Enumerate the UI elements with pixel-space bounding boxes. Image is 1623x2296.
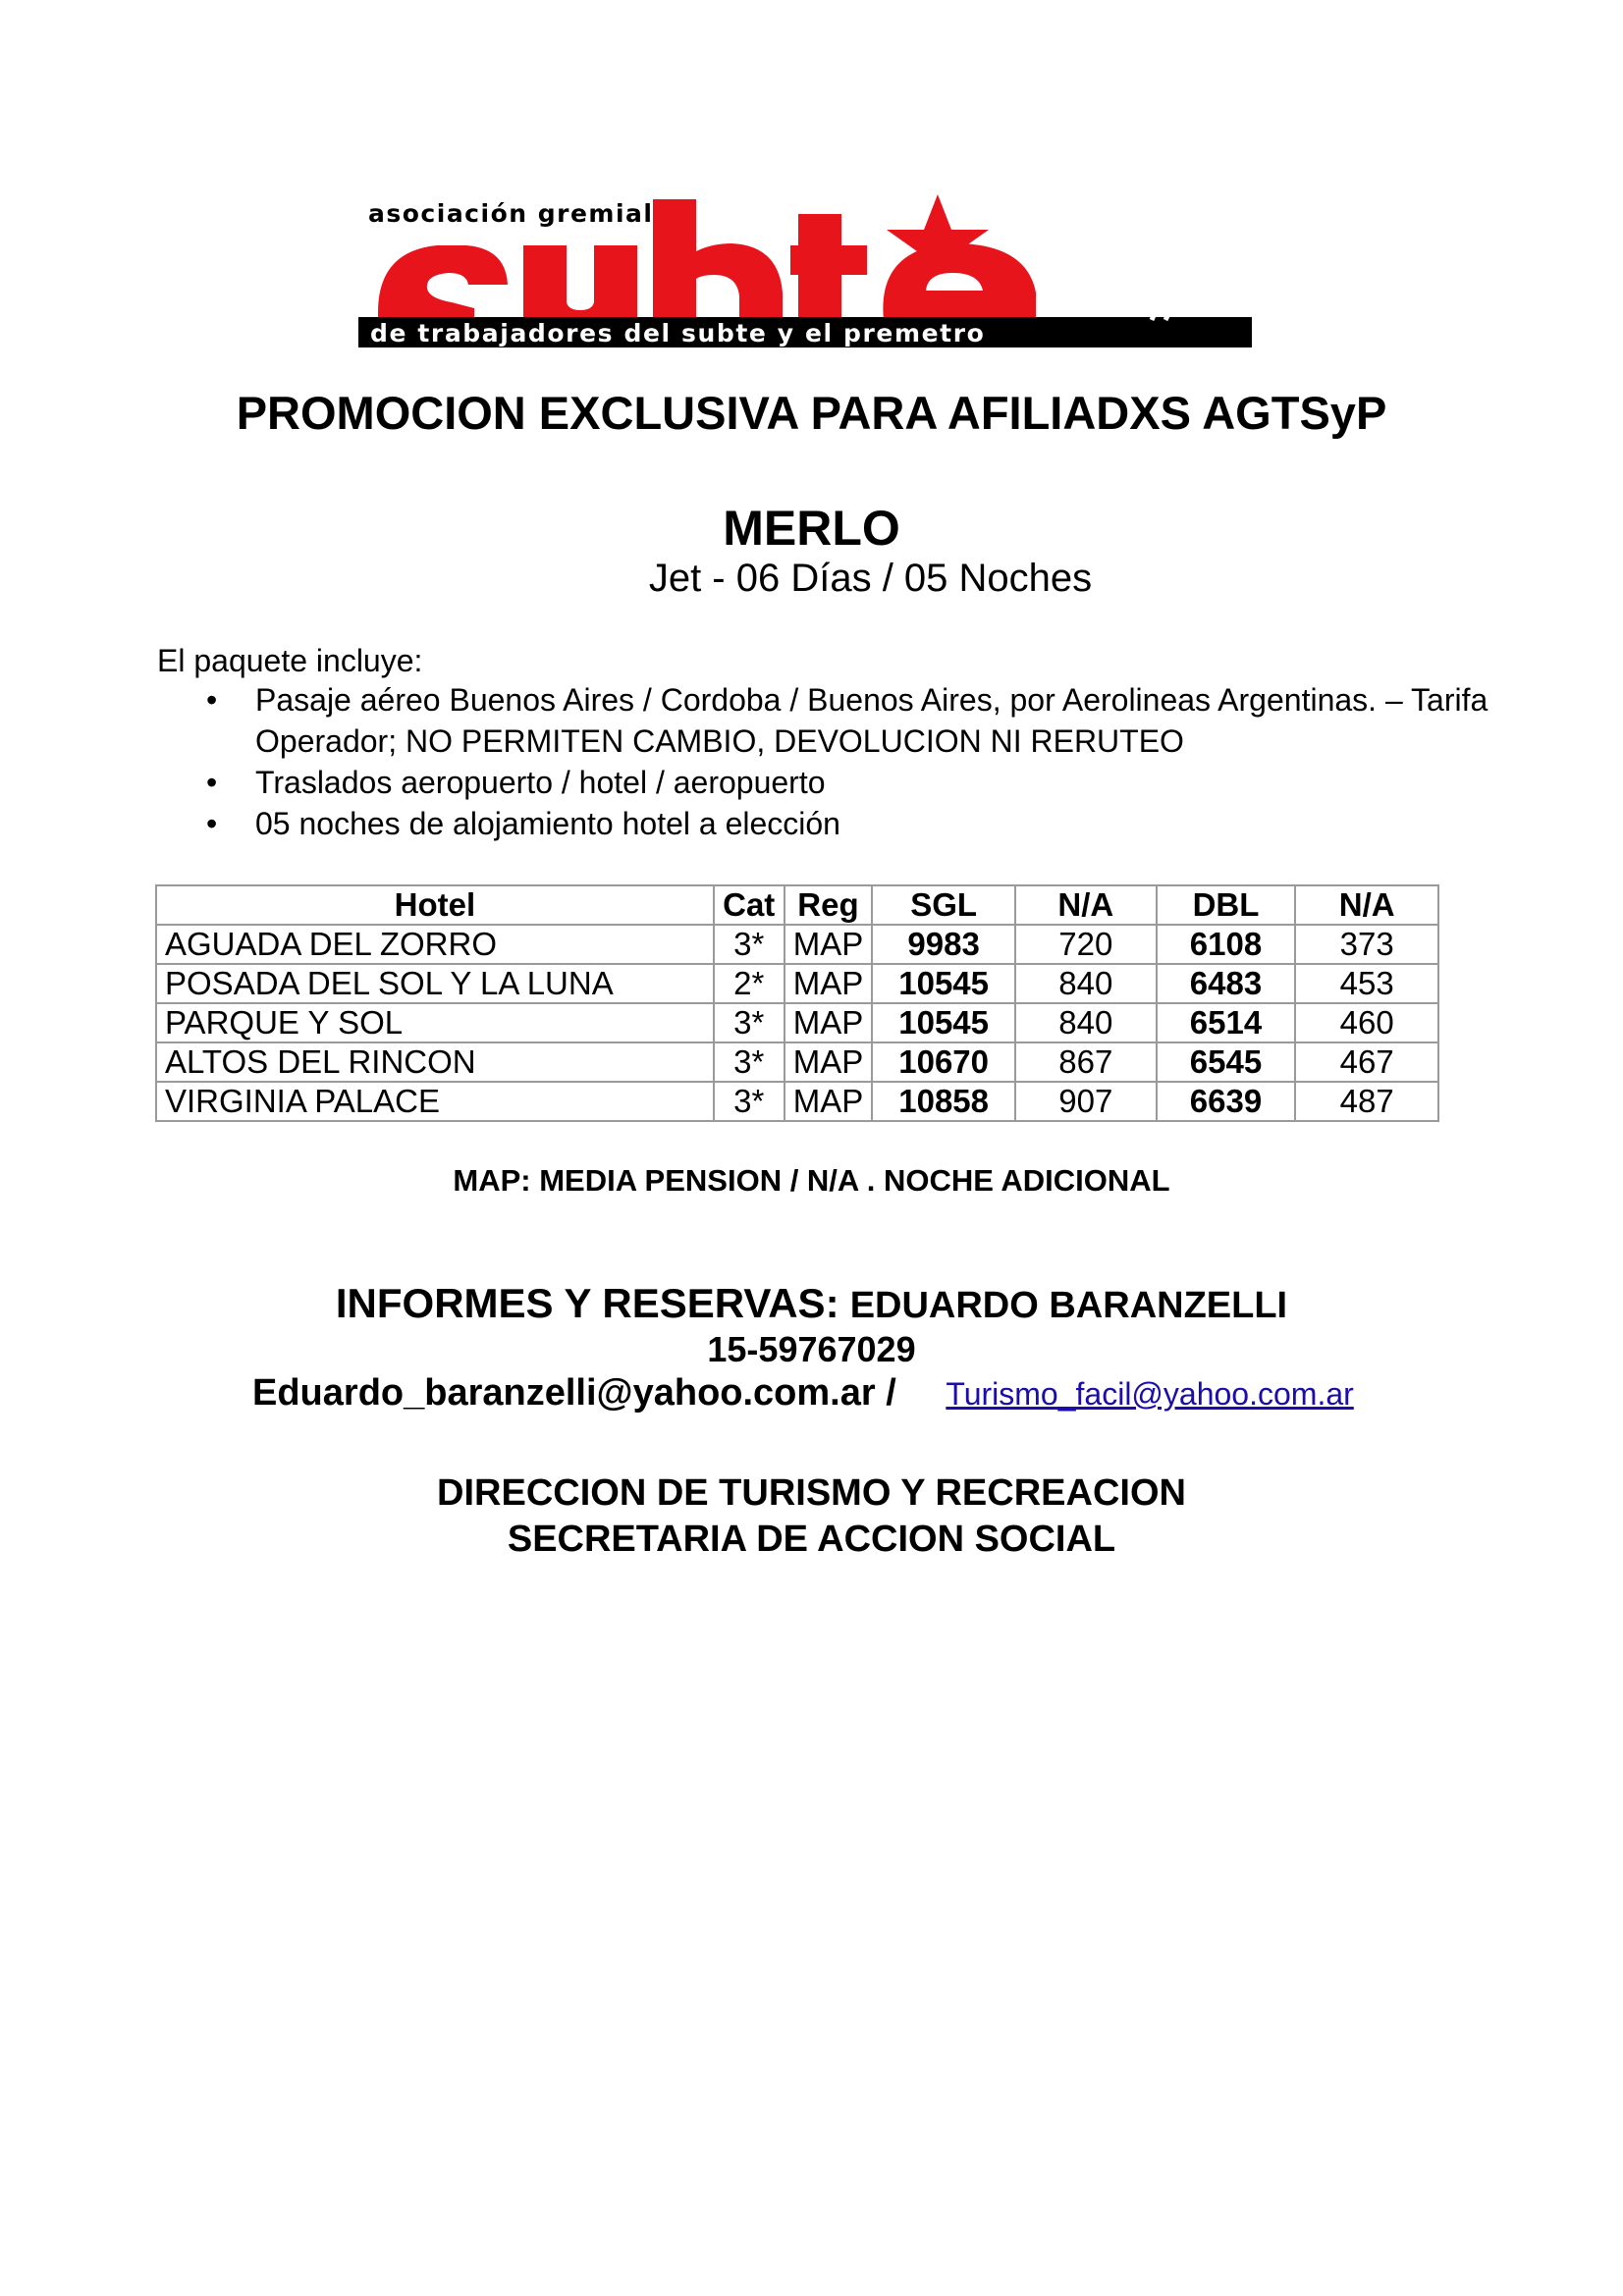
extra-night-sgl: 840 bbox=[1015, 1003, 1157, 1042]
table-row bbox=[156, 925, 1438, 964]
column-header: N/A bbox=[1295, 885, 1438, 925]
column-header: Reg bbox=[784, 885, 873, 925]
table-legend: MAP: MEDIA PENSION / N/A . NOCHE ADICIONAL bbox=[453, 1163, 1170, 1198]
hotel-category: 3* bbox=[714, 925, 784, 964]
price-dbl: 6483 bbox=[1157, 964, 1296, 1003]
column-header: DBL bbox=[1157, 885, 1296, 925]
organization-logo bbox=[358, 194, 1252, 347]
contact-phone: 15-59767029 bbox=[707, 1329, 916, 1369]
package-includes-label: El paquete incluye: bbox=[157, 643, 423, 678]
contact-emails bbox=[252, 1372, 1354, 1415]
hotel-name: VIRGINIA PALACE bbox=[156, 1082, 714, 1121]
list-item: • 05 noches de alojamiento hotel a elección bbox=[157, 803, 1492, 844]
contact-email-primary: Eduardo_baranzelli@yahoo.com.ar / bbox=[252, 1372, 896, 1414]
extra-night-sgl: 867 bbox=[1015, 1042, 1157, 1082]
hotel-name: ALTOS DEL RINCON bbox=[156, 1042, 714, 1082]
hotel-price-table bbox=[155, 884, 1439, 1122]
table-row bbox=[156, 1082, 1438, 1121]
column-header: Cat bbox=[714, 885, 784, 925]
table-row bbox=[156, 964, 1438, 1003]
extra-night-sgl: 907 bbox=[1015, 1082, 1157, 1121]
price-sgl: 9983 bbox=[872, 925, 1015, 964]
extra-night-sgl: 720 bbox=[1015, 925, 1157, 964]
column-header: Hotel bbox=[156, 885, 714, 925]
price-sgl: 10545 bbox=[872, 1003, 1015, 1042]
footer-secretariat: SECRETARIA DE ACCION SOCIAL bbox=[507, 1519, 1116, 1560]
contact-label: INFORMES Y RESERVAS: bbox=[335, 1280, 839, 1326]
table-row bbox=[156, 1042, 1438, 1082]
hotel-category: 3* bbox=[714, 1042, 784, 1082]
column-header: SGL bbox=[872, 885, 1015, 925]
logo-bottom-text: de trabajadores del subte y el premetro bbox=[370, 319, 986, 347]
extra-night-dbl: 453 bbox=[1295, 964, 1438, 1003]
contact-email-link[interactable]: Turismo_facil@yahoo.com.ar bbox=[946, 1376, 1354, 1412]
hotel-regime: MAP bbox=[784, 925, 873, 964]
table-row bbox=[156, 1003, 1438, 1042]
hotel-category: 2* bbox=[714, 964, 784, 1003]
price-dbl: 6639 bbox=[1157, 1082, 1296, 1121]
contact-heading bbox=[0, 1280, 1623, 1327]
logo-top-text: asociación gremial bbox=[368, 199, 654, 228]
destination-title: MERLO bbox=[723, 501, 900, 556]
hotel-category: 3* bbox=[714, 1082, 784, 1121]
extra-night-dbl: 467 bbox=[1295, 1042, 1438, 1082]
hotel-regime: MAP bbox=[784, 964, 873, 1003]
contact-name: EDUARDO BARANZELLI bbox=[849, 1285, 1288, 1326]
footer-department: DIRECCION DE TURISMO Y RECREACION bbox=[437, 1472, 1186, 1514]
price-sgl: 10858 bbox=[872, 1082, 1015, 1121]
price-dbl: 6545 bbox=[1157, 1042, 1296, 1082]
hotel-name: POSADA DEL SOL Y LA LUNA bbox=[156, 964, 714, 1003]
hotel-category: 3* bbox=[714, 1003, 784, 1042]
hotel-regime: MAP bbox=[784, 1042, 873, 1082]
list-item: • Traslados aeropuerto / hotel / aeropuerto bbox=[157, 762, 1492, 803]
hotel-name: PARQUE Y SOL bbox=[156, 1003, 714, 1042]
hotel-name: AGUADA DEL ZORRO bbox=[156, 925, 714, 964]
price-sgl: 10670 bbox=[872, 1042, 1015, 1082]
list-item: • Pasaje aéreo Buenos Aires / Cordoba / Buenos Aires, por Aerolineas Argentinas. – Tarifa Operador; NO PERMITEN CAMBIO, DEVOLUCION NI RERUTEO bbox=[157, 679, 1492, 762]
price-dbl: 6108 bbox=[1157, 925, 1296, 964]
extra-night-dbl: 460 bbox=[1295, 1003, 1438, 1042]
table-header-row bbox=[156, 885, 1438, 925]
extra-night-dbl: 487 bbox=[1295, 1082, 1438, 1121]
hotel-regime: MAP bbox=[784, 1082, 873, 1121]
price-sgl: 10545 bbox=[872, 964, 1015, 1003]
package-includes-list bbox=[157, 679, 1492, 844]
page-title: PROMOCION EXCLUSIVA PARA AFILIADXS AGTSyP bbox=[236, 387, 1387, 439]
package-duration: Jet - 06 Días / 05 Noches bbox=[648, 557, 1093, 600]
extra-night-sgl: 840 bbox=[1015, 964, 1157, 1003]
column-header: N/A bbox=[1015, 885, 1157, 925]
price-dbl: 6514 bbox=[1157, 1003, 1296, 1042]
hotel-regime: MAP bbox=[784, 1003, 873, 1042]
extra-night-dbl: 373 bbox=[1295, 925, 1438, 964]
